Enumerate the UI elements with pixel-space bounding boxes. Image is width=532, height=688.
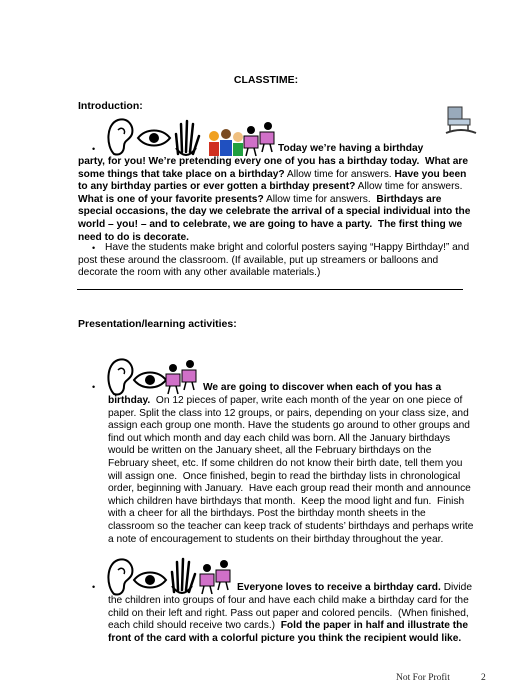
bullet: • (92, 144, 96, 154)
text-run: Divide (440, 582, 472, 593)
gift-figures-icon (244, 122, 274, 156)
text-run: find out which month and day each child was born. All the January birthdays (108, 432, 451, 444)
children-icon (209, 129, 243, 156)
section-divider (77, 289, 463, 290)
ear-icon (108, 119, 132, 154)
eye-icon (134, 573, 166, 588)
text-run: would be written on the January sheet, all the February birthdays on the (108, 445, 432, 457)
text-run: to any birthday parties or ever gotten a birthday present? (78, 181, 356, 193)
text-run: order, beginning with January. Have each group read their month and announce (108, 483, 471, 495)
text-line (108, 534, 508, 547)
text-line (78, 219, 498, 232)
text-line (78, 156, 498, 169)
text-run: On 12 pieces of paper, write each month of the year on one piece of (150, 395, 463, 406)
intro-heading: Introduction: (78, 100, 143, 112)
intro-icon-row (104, 116, 276, 158)
text-run: classroom so the teacher can keep track of students’ birthdays and perhaps write (108, 520, 474, 532)
page-title: CLASSTIME: (233, 74, 299, 86)
text-run: world – you! – and to celebrate, we are going to have a party. The first thing we (78, 218, 463, 230)
text-run: birthday. (108, 395, 151, 406)
intro-paragraph (78, 156, 498, 244)
text-line (108, 508, 508, 521)
text-run: which children have birthdays that month. Keep the mood light and fun. Finish (108, 495, 465, 507)
text-run: child on their left and right. Pass out paper and colored pencils. (When finished, (108, 607, 469, 619)
text-run: Fold the paper in half and illustrate the (277, 620, 469, 632)
footer-note: Not For Profit (396, 673, 450, 683)
text-run: Everyone loves to receive a birthday card. (237, 582, 441, 593)
text-line (108, 521, 508, 534)
activity2-first-line (237, 582, 472, 595)
text-run: front of the card with a colorful picture you think the recipient would like. (108, 632, 462, 644)
text-line (108, 445, 508, 458)
text-line (108, 433, 508, 446)
bullet: • (92, 382, 96, 392)
intro-first-line: Today we’re having a birthday (278, 143, 424, 154)
text-line (108, 620, 508, 633)
activity1-first-line: We are going to discover when each of you has a (203, 382, 442, 393)
text-line (78, 181, 498, 194)
activity1-paragraph (108, 395, 508, 546)
text-line (108, 471, 508, 484)
eye-icon (134, 373, 166, 388)
activity2-paragraph (108, 595, 508, 645)
gift-figures-icon (200, 560, 230, 594)
text-line (108, 395, 508, 408)
text-line: Have the students make bright and colorful posters saying “Happy Birthday!” and (105, 242, 470, 253)
text-line (108, 458, 508, 471)
text-run: each child should receive two cards.) (108, 620, 278, 632)
text-line (108, 633, 508, 646)
text-run: February sheet, etc. If some children do not know their birth date, tell them you (108, 457, 463, 469)
hand-icon (172, 559, 195, 593)
ear-icon (108, 559, 132, 594)
text-line (108, 483, 508, 496)
text-run: Birthdays are (376, 193, 442, 205)
text-line: post these around the classroom. (If available, put up streamers or balloons and (78, 254, 439, 266)
eye-icon (138, 131, 170, 146)
text-line (108, 608, 508, 621)
text-run: party, for you! We’re pretending every one of you has a birthday today. What are (78, 156, 469, 167)
page-number: 2 (481, 673, 486, 683)
text-run: Allow time for answers. (355, 181, 463, 193)
text-line (108, 420, 508, 433)
text-run: Allow time for answers. (263, 193, 377, 205)
text-line (108, 595, 508, 608)
text-line (78, 206, 498, 219)
text-line (108, 496, 508, 509)
text-run: a note of encouragement to students on their birthday throughout the year. (108, 533, 444, 545)
text-run: assign each group one month. Have the students go around to other groups and (108, 420, 470, 432)
ear-icon (108, 359, 132, 394)
text-run: What is one of your favorite presents? (78, 193, 264, 205)
activity2-icon-row (104, 556, 234, 596)
bullet: • (92, 243, 96, 253)
rocking-chair-icon (444, 105, 478, 135)
hand-icon (176, 121, 199, 155)
text-run: with a cheer for all the birthdays. Post the birthday month sheets in the (108, 508, 426, 520)
text-run: special occasions, the day we celebrate the arrival of a special individual into the (78, 206, 471, 218)
text-run: paper. Split the class into 12 groups, or pairs, depending on your class size, and (108, 407, 469, 419)
text-run: need to do is decorate. (78, 231, 189, 243)
gift-figures-icon (166, 360, 196, 394)
text-run: Have you been (394, 168, 467, 180)
bullet: • (92, 582, 96, 592)
intro-paragraph-2 (78, 242, 498, 280)
text-line (108, 408, 508, 421)
text-run: will assign one. Once finished, begin to read the birthday lists in chronological (108, 470, 461, 482)
text-line: decorate the room with any other available materials.) (78, 267, 321, 279)
text-line (78, 194, 498, 207)
text-run: Allow time for answers. (284, 168, 395, 180)
text-run: some things that take place on a birthday? (78, 168, 285, 180)
text-run: the children into groups of four and have each child make a birthday card for the (108, 595, 469, 606)
activity1-icon-row (104, 356, 200, 396)
presentation-heading: Presentation/learning activities: (78, 318, 237, 330)
text-line (78, 169, 498, 182)
